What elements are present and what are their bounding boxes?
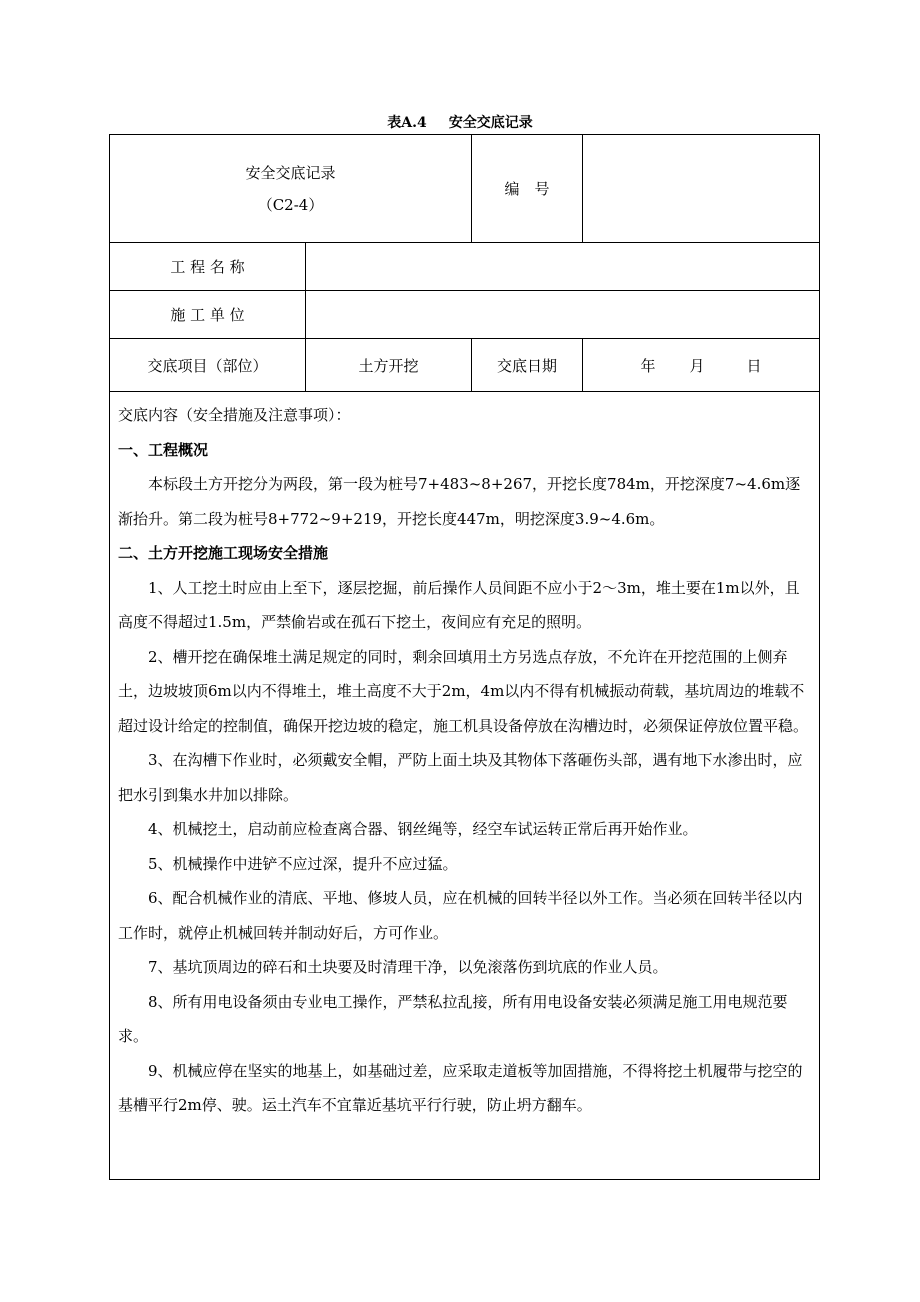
date-month: 月 — [689, 356, 705, 375]
number-label: 编 号 — [472, 135, 583, 243]
number-field[interactable] — [583, 135, 820, 243]
date-day: 日 — [746, 356, 762, 375]
measure-item-4: 4、机械挖土，启动前应检查离合器、钢丝绳等，经空车试运转正常后再开始作业。 — [148, 820, 698, 838]
measure-item-9: 9、机械应停在坚实的地基上，如基础过差，应采取走道板等加固措施，不得将挖土机履带与挖空的基槽平行2m停、驶。运土汽车不宜靠近基坑平行行驶，防止坍方翻车。 — [118, 1061, 803, 1114]
table-number: 表A.4 — [387, 115, 427, 131]
section-1-title: 一、工程概况 — [118, 440, 209, 459]
briefing-item-value[interactable]: 土方开挖 — [306, 339, 472, 392]
briefing-item-label: 交底项目（部位） — [110, 339, 306, 392]
date-year: 年 — [640, 356, 656, 375]
briefing-content — [118, 398, 811, 1123]
measure-item-2: 2、槽开挖在确保堆土满足规定的同时，剩余回填用土方另选点存放，不允许在开挖范围的上侧弃土，边坡坡顶6m以内不得堆土，堆土高度不大于2m，4m以内不得有机械振动荷载，基坑周边的堆载不超过设计给定的控制值，确保开挖边坡的稳定，施工机具设备停放在沟槽边时，必须保证停放位置平稳。 — [118, 647, 809, 735]
section-1-text: 本标段土方开挖分为两段，第一段为桩号7+483~8+267，开挖长度784m，开挖深度7~4.6m逐渐抬升。第二段为桩号8+772~9+219，开挖长度447m，明挖深度3.9~4.6m。 — [118, 475, 801, 528]
briefing-date-label: 交底日期 — [472, 339, 583, 392]
contractor-field[interactable] — [306, 291, 820, 339]
measure-item-6: 6、配合机械作业的清底、平地、修坡人员，应在机械的回转半径以外工作。当必须在回转半径以内工作时，就停止机械回转并制动好后，方可作业。 — [118, 889, 803, 942]
table-caption — [0, 112, 920, 132]
form-title-cell — [110, 135, 472, 243]
safety-briefing-form — [109, 134, 820, 1180]
briefing-date-field[interactable] — [583, 339, 820, 392]
content-intro: 交底内容（安全措施及注意事项）： — [118, 406, 351, 424]
measure-item-8: 8、所有用电设备须由专业电工操作，严禁私拉乱接，所有用电设备安装必须满足施工用电规范要求。 — [118, 992, 788, 1045]
section-2-title: 二、土方开挖施工现场安全措施 — [118, 544, 329, 562]
measure-item-3: 3、在沟槽下作业时，必须戴安全帽，严防上面土块及其物体下落砸伤头部，遇有地下水渗出时，应把水引到集水井加以排除。 — [118, 751, 803, 804]
form-title: 安全交底记录 — [245, 163, 336, 182]
project-name-field[interactable] — [306, 243, 820, 291]
measure-item-1: 1、人工挖土时应由上至下，逐层挖掘，前后操作人员间距不应小于2～3m，堆土要在1m以外，且高度不得超过1.5m，严禁偷岩或在孤石下挖土，夜间应有充足的照明。 — [118, 578, 800, 631]
briefing-content-cell — [110, 392, 820, 1180]
form-code: （C2-4） — [257, 195, 324, 214]
table-title: 安全交底记录 — [448, 115, 533, 131]
measure-item-5: 5、机械操作中进铲不应过深，提升不应过猛。 — [148, 854, 458, 873]
measure-item-7: 7、基坑顶周边的碎石和土块要及时清理干净，以免滚落伤到坑底的作业人员。 — [148, 958, 668, 976]
contractor-label: 施 工 单 位 — [110, 291, 306, 339]
project-name-label: 工 程 名 称 — [110, 243, 306, 291]
